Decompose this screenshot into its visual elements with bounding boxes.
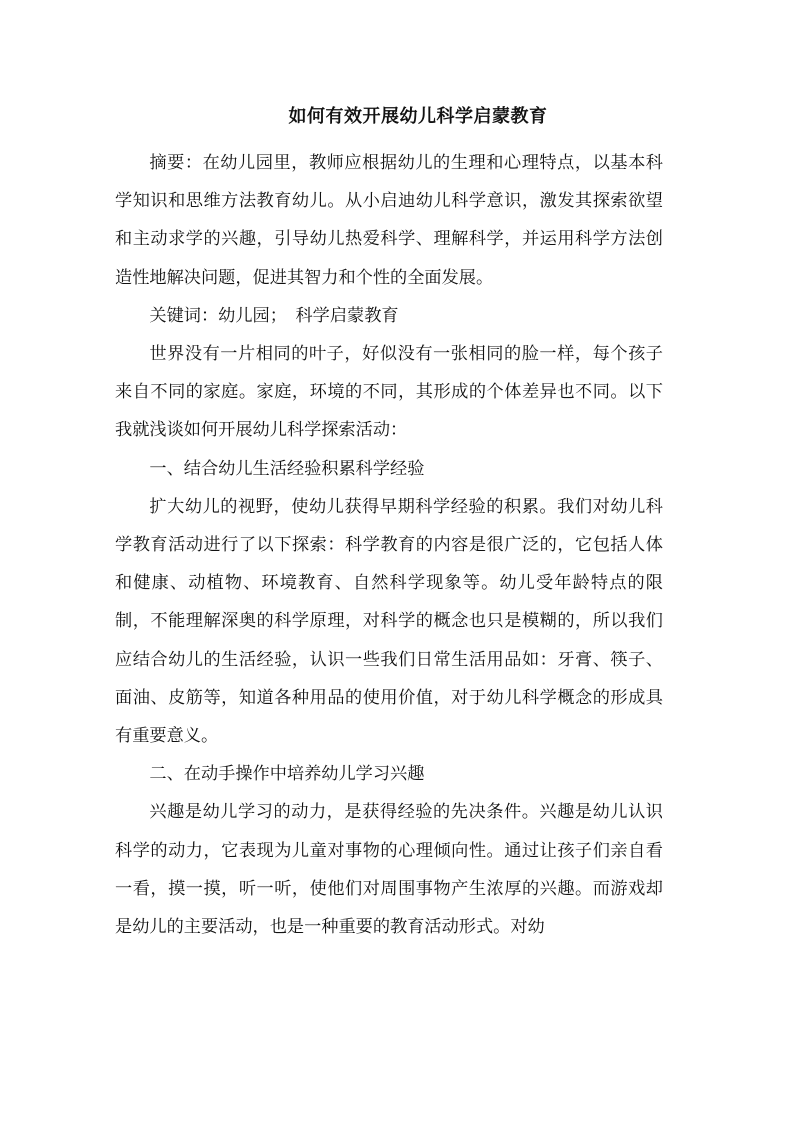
keywords-line: 关键词：幼儿园； 科学启蒙教育 <box>149 305 399 326</box>
section-heading-2: 二、在动手操作中培养幼儿学习兴趣 <box>149 764 425 785</box>
section-heading-1: 一、结合幼儿生活经验积累科学经验 <box>149 458 425 479</box>
abstract-paragraph: 摘要：在幼儿园里，教师应根据幼儿的生理和心理特点，以基本科学知识和思维方法教育幼儿。从小启迪幼儿科学意识，激发其探索欲望和主动求学的兴趣，引导幼儿热爱科学、理解科学，并运用科学方法创造性地解决问题，促进其智力和个性的全面发展。 <box>115 153 663 288</box>
document-title: 如何有效开展幼儿科学启蒙教育 <box>288 106 548 127</box>
section-1-paragraph: 扩大幼儿的视野，使幼儿获得早期科学经验的积累。我们对幼儿科学教育活动进行了以下探索：科学教育的内容是很广泛的，它包括人体和健康、动植物、环境教育、自然科学现象等。幼儿受年龄特点的限制，不能理解深奥的科学原理，对科学的概念也只是模糊的，所以我们应结合幼儿的生活经验，认识一些我们日常生活用品如：牙膏、筷子、面油、皮筋等，知道各种用品的使用价值，对于幼儿科学概念的形成具有重要意义。 <box>115 496 663 747</box>
section-2-paragraph: 兴趣是幼儿学习的动力，是获得经验的先决条件。兴趣是幼儿认识科学的动力，它表现为儿童对事物的心理倾向性。通过让孩子们亲自看一看，摸一摸，听一听，使他们对周围事物产生浓厚的兴趣。而游戏却是幼儿的主要活动，也是一种重要的教育活动形式。对幼 <box>115 802 663 938</box>
intro-paragraph: 世界没有一片相同的叶子，好似没有一张相同的脸一样，每个孩子来自不同的家庭。家庭，环境的不同，其形成的个体差异也不同。以下我就浅谈如何开展幼儿科学探索活动： <box>115 344 663 441</box>
document-body <box>115 144 663 946</box>
